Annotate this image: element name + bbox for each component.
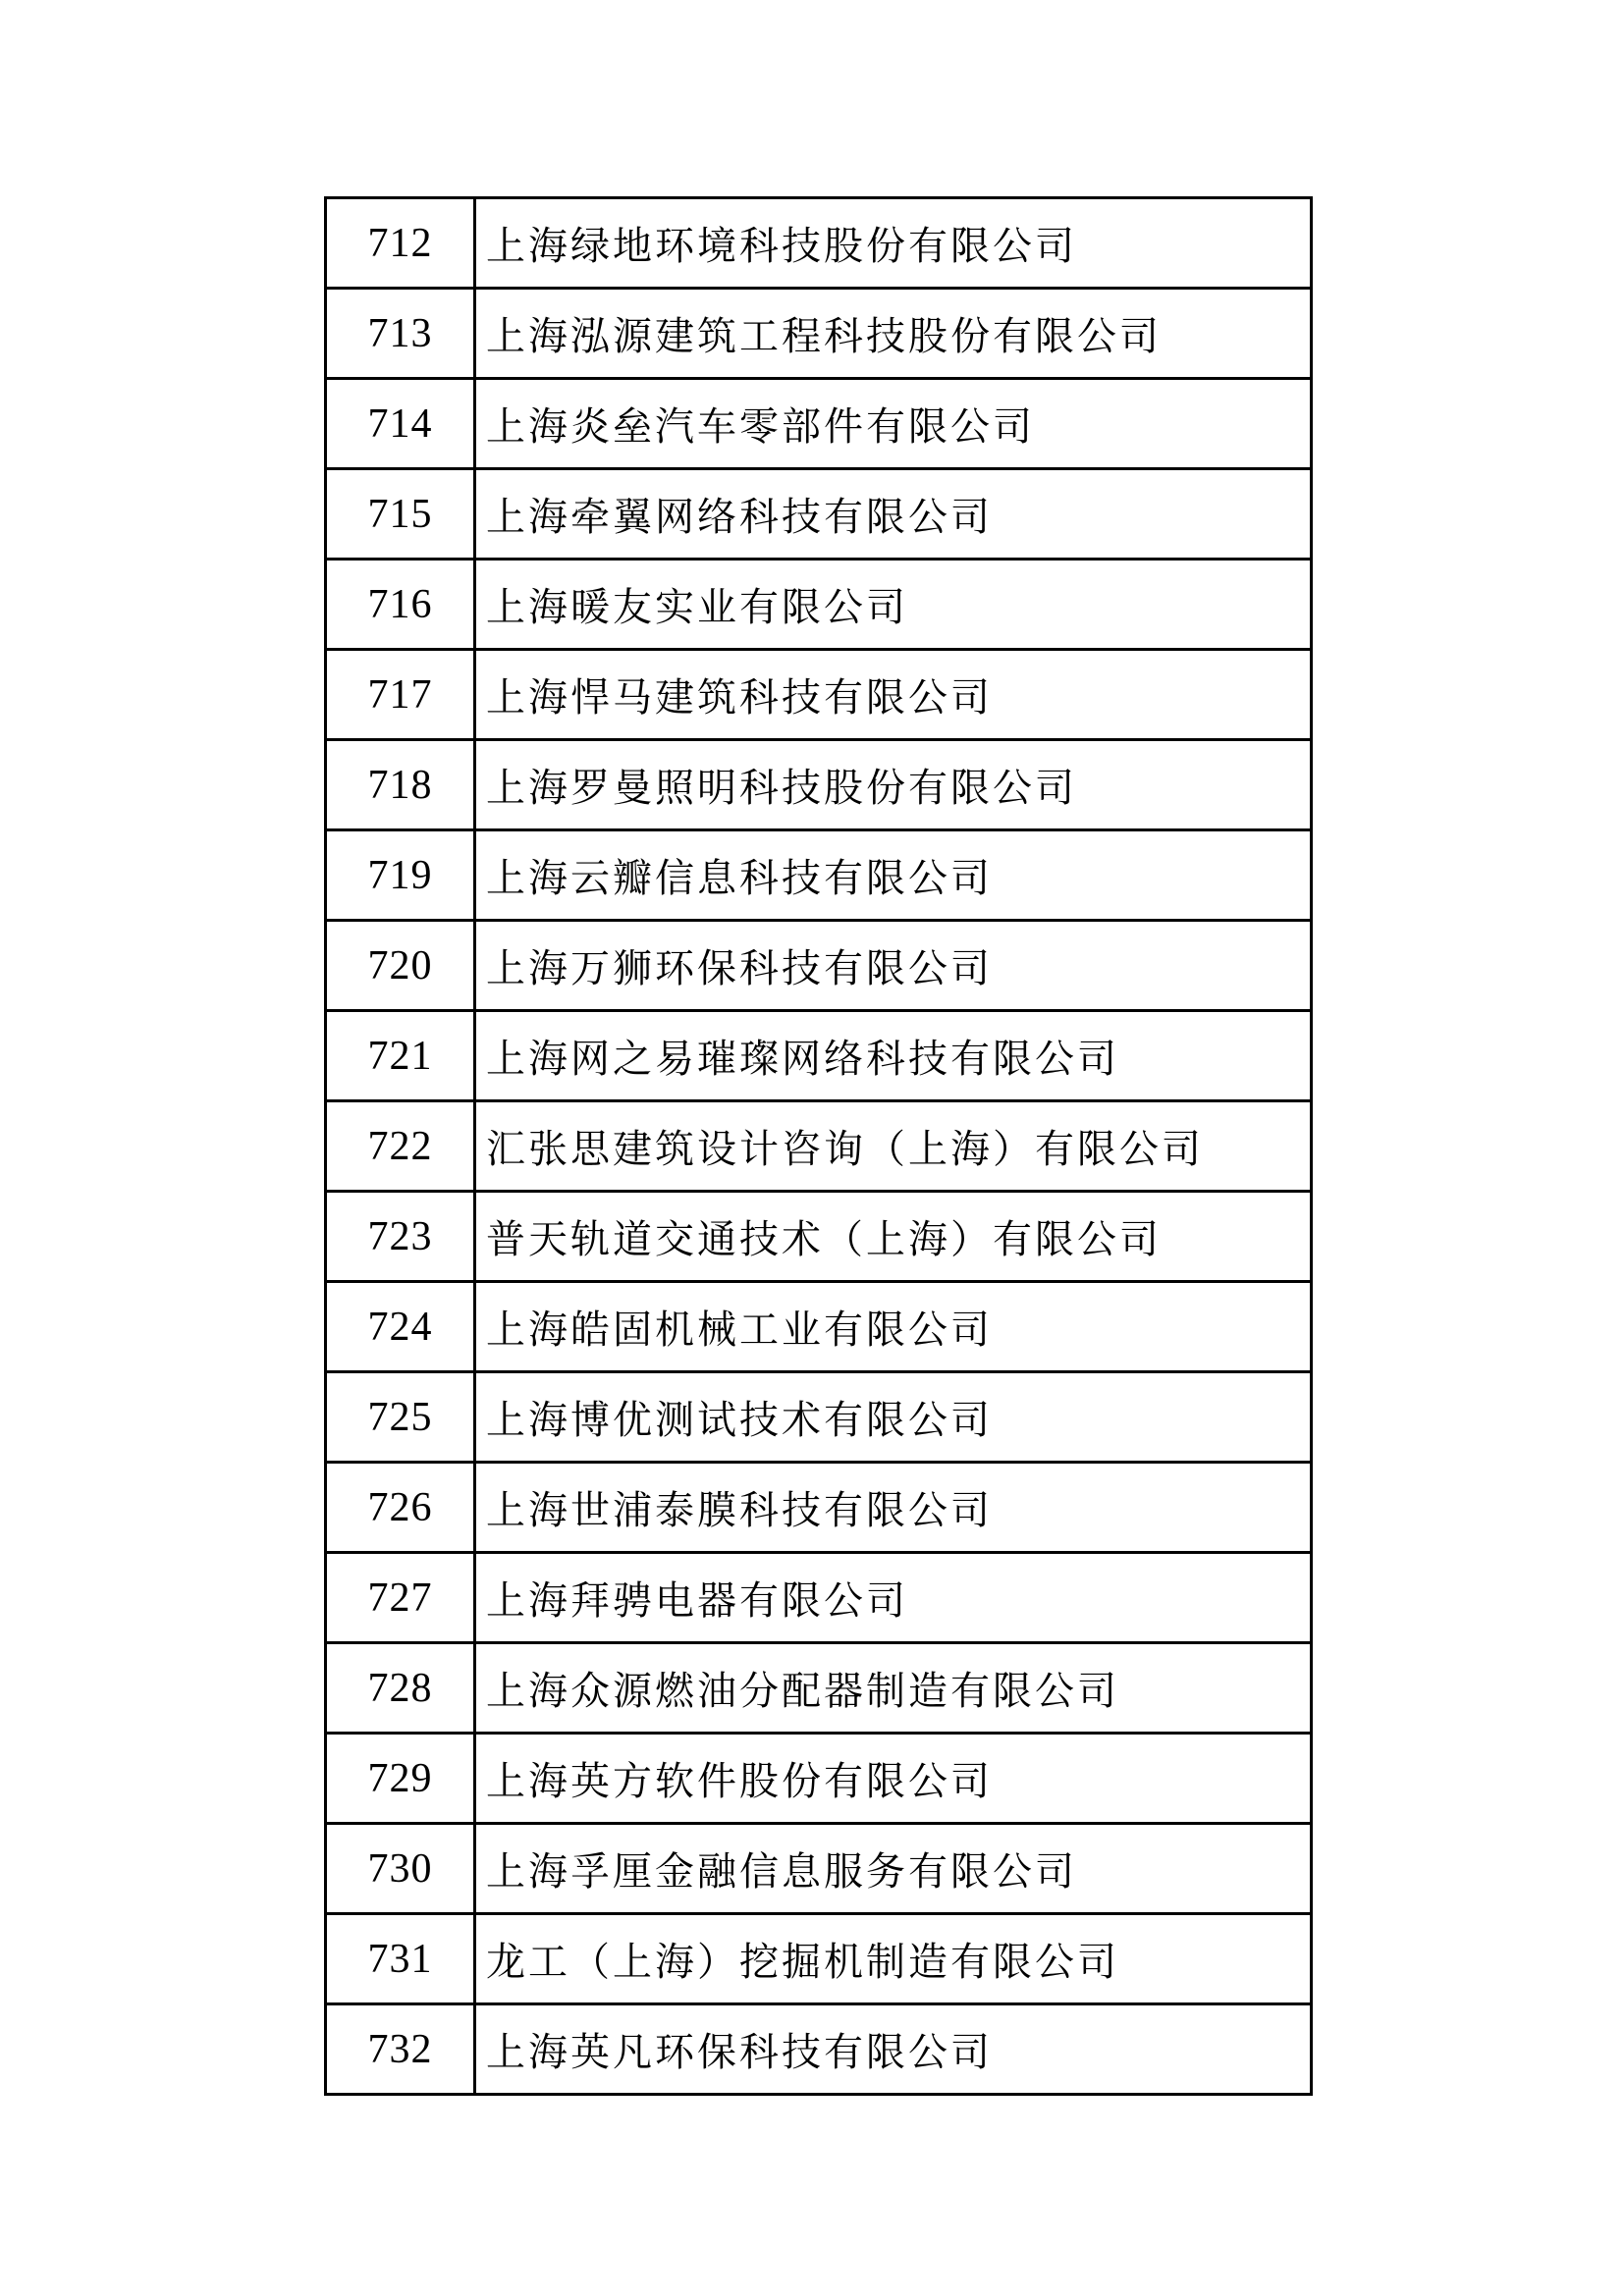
table-row <box>326 1914 1312 2004</box>
table-row <box>326 1463 1312 1553</box>
company-name-cell: 上海众源燃油分配器制造有限公司 <box>475 1643 1312 1734</box>
row-number-cell: 718 <box>326 740 475 830</box>
table-row <box>326 1824 1312 1914</box>
row-number-cell: 712 <box>326 198 475 289</box>
row-number-cell: 720 <box>326 921 475 1011</box>
row-number-cell: 727 <box>326 1553 475 1643</box>
company-name-cell: 上海绿地环境科技股份有限公司 <box>475 198 1312 289</box>
table-row <box>326 2004 1312 2095</box>
row-number-cell: 713 <box>326 289 475 379</box>
table-row <box>326 198 1312 289</box>
table-row <box>326 1101 1312 1192</box>
table-row <box>326 1734 1312 1824</box>
row-number-cell: 724 <box>326 1282 475 1372</box>
company-name-cell: 普天轨道交通技术（上海）有限公司 <box>475 1192 1312 1282</box>
company-name-cell: 汇张思建筑设计咨询（上海）有限公司 <box>475 1101 1312 1192</box>
row-number-cell: 731 <box>326 1914 475 2004</box>
row-number-cell: 725 <box>326 1372 475 1463</box>
company-name-cell: 龙工（上海）挖掘机制造有限公司 <box>475 1914 1312 2004</box>
table-row <box>326 289 1312 379</box>
table-row <box>326 469 1312 560</box>
company-name-cell: 上海拜骋电器有限公司 <box>475 1553 1312 1643</box>
company-name-cell: 上海云瓣信息科技有限公司 <box>475 830 1312 921</box>
row-number-cell: 716 <box>326 560 475 650</box>
company-name-cell: 上海暖友实业有限公司 <box>475 560 1312 650</box>
table-row <box>326 1553 1312 1643</box>
table-row <box>326 1282 1312 1372</box>
table-row <box>326 560 1312 650</box>
table-row <box>326 1011 1312 1101</box>
company-name-cell: 上海罗曼照明科技股份有限公司 <box>475 740 1312 830</box>
row-number-cell: 723 <box>326 1192 475 1282</box>
row-number-cell: 715 <box>326 469 475 560</box>
row-number-cell: 719 <box>326 830 475 921</box>
company-name-cell: 上海英方软件股份有限公司 <box>475 1734 1312 1824</box>
table-row <box>326 740 1312 830</box>
row-number-cell: 732 <box>326 2004 475 2095</box>
row-number-cell: 714 <box>326 379 475 469</box>
company-name-cell: 上海孚厘金融信息服务有限公司 <box>475 1824 1312 1914</box>
company-name-cell: 上海悍马建筑科技有限公司 <box>475 650 1312 740</box>
company-table-body <box>326 198 1312 2095</box>
table-row <box>326 921 1312 1011</box>
table-row <box>326 1643 1312 1734</box>
row-number-cell: 721 <box>326 1011 475 1101</box>
company-name-cell: 上海牵翼网络科技有限公司 <box>475 469 1312 560</box>
company-name-cell: 上海博优测试技术有限公司 <box>475 1372 1312 1463</box>
company-name-cell: 上海炎垒汽车零部件有限公司 <box>475 379 1312 469</box>
table-row <box>326 1372 1312 1463</box>
row-number-cell: 730 <box>326 1824 475 1914</box>
company-name-cell: 上海泓源建筑工程科技股份有限公司 <box>475 289 1312 379</box>
company-table <box>324 196 1313 2096</box>
row-number-cell: 729 <box>326 1734 475 1824</box>
row-number-cell: 726 <box>326 1463 475 1553</box>
table-row <box>326 650 1312 740</box>
company-name-cell: 上海网之易璀璨网络科技有限公司 <box>475 1011 1312 1101</box>
row-number-cell: 728 <box>326 1643 475 1734</box>
table-row <box>326 1192 1312 1282</box>
company-name-cell: 上海万狮环保科技有限公司 <box>475 921 1312 1011</box>
company-name-cell: 上海英凡环保科技有限公司 <box>475 2004 1312 2095</box>
row-number-cell: 717 <box>326 650 475 740</box>
table-row <box>326 830 1312 921</box>
company-name-cell: 上海世浦泰膜科技有限公司 <box>475 1463 1312 1553</box>
table-row <box>326 379 1312 469</box>
row-number-cell: 722 <box>326 1101 475 1192</box>
company-name-cell: 上海皓固机械工业有限公司 <box>475 1282 1312 1372</box>
